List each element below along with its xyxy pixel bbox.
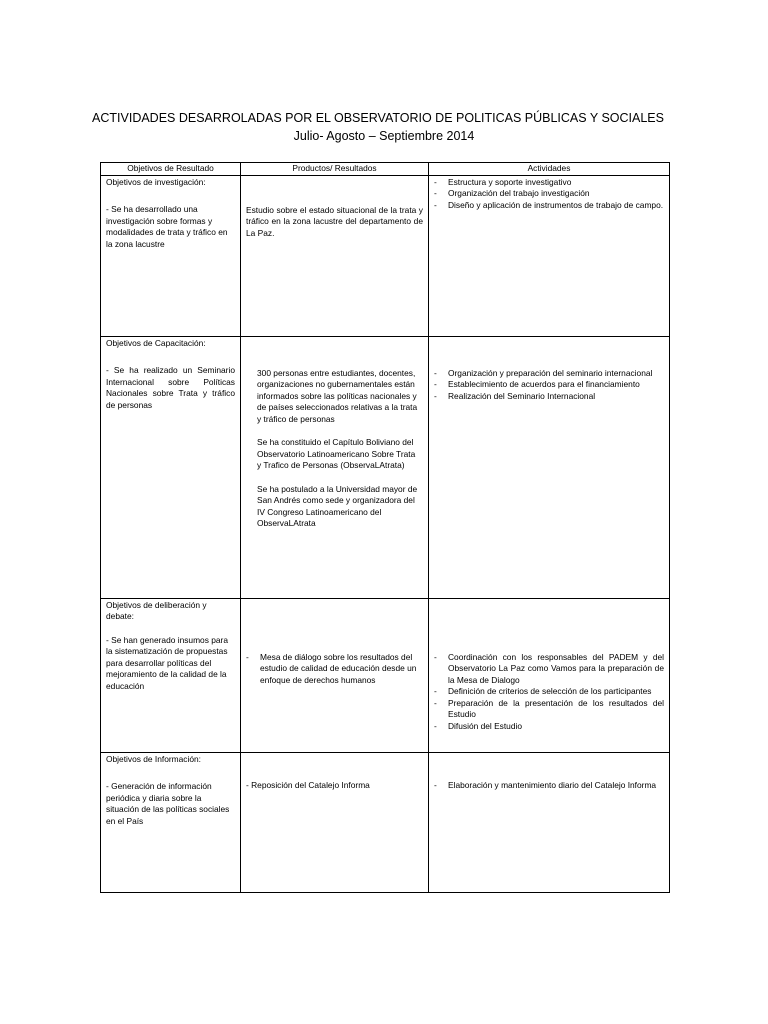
table-row — [101, 598, 670, 752]
activity-item: - Diseño y aplicación de instrumentos de trabajo de campo. — [434, 200, 664, 212]
product-item: Se ha constituido el Capítulo Boliviano del Observatorio Latinoamericano Sobre Trata y Trafico de Personas (ObservaLAtrata) — [257, 437, 416, 470]
document-subtitle: Julio- Agosto – Septiembre 2014 — [293, 129, 475, 143]
activity-item: - Estructura y soporte investigativo — [434, 177, 664, 189]
objective-heading: Objetivos de Información: — [106, 753, 201, 764]
objective-text: - Se ha desarrollado una investigación sobre formas y modalidades de trata y tráfico en la zona lacustre — [106, 204, 228, 249]
objective-cell — [101, 336, 241, 598]
activities-list — [434, 780, 664, 792]
activities-list — [434, 177, 664, 212]
objective-cell — [101, 598, 241, 752]
products-cell — [241, 336, 429, 598]
products-cell — [241, 598, 429, 752]
objective-text: - Generación de información periódica y diaria sobre la situación de las políticas sociales en el País — [106, 781, 230, 826]
header-actividades: Actividades — [429, 163, 670, 176]
objective-heading: Objetivos de deliberación y debate: — [106, 599, 207, 621]
objective-heading: Objetivos de investigación: — [106, 176, 206, 187]
activities-cell — [429, 336, 670, 598]
activity-item: - Elaboración y mantenimiento diario del Catalejo Informa — [434, 780, 664, 792]
objective-cell — [101, 752, 241, 892]
product-item: - Reposición del Catalejo Informa — [246, 779, 370, 790]
product-item: Se ha postulado a la Universidad mayor de San Andrés como sede y organizadora del IV Congreso Latinoamericano del ObservaLAtrata — [257, 483, 418, 528]
products-cell — [241, 752, 429, 892]
header-productos: Productos/ Resultados — [241, 163, 429, 176]
activity-item: - Definición de criterios de selección de los participantes — [434, 686, 664, 698]
product-item: Estudio sobre el estado situacional de la trata y tráfico en la zona lacustre del departamento de La Paz. — [246, 204, 423, 238]
objective-text: - Se han generado insumos para la sistematización de propuestas para desarrollar políticas del mejoramiento de la calidad de la educación — [106, 634, 228, 691]
activity-item: - Organización y preparación del seminario internacional — [434, 368, 664, 380]
activities-list — [434, 652, 664, 733]
activities-list — [434, 368, 664, 403]
activities-table — [100, 162, 670, 893]
document-title: ACTIVIDADES DESARROLADAS POR EL OBSERVATORIO DE POLITICAS PÚBLICAS Y SOCIALES — [92, 111, 664, 125]
products-cell — [241, 175, 429, 336]
objective-cell — [101, 175, 241, 336]
table-header-row — [101, 163, 670, 176]
objective-text: - Se ha realizado un Seminario Internacional sobre Políticas Nacionales sobre Trata y tráfico de personas — [106, 365, 235, 410]
activity-item: - Preparación de la presentación de los resultados del Estudio — [434, 698, 664, 721]
objective-heading: Objetivos de Capacitación: — [106, 337, 206, 348]
activities-cell — [429, 175, 670, 336]
activity-item: - Coordinación con los responsables del PADEM y del Observatorio La Paz como Vamos para la preparación de la Mesa de Dialogo — [434, 652, 664, 687]
products-list — [246, 652, 423, 687]
activity-item: - Organización del trabajo investigación — [434, 188, 664, 200]
activities-cell — [429, 752, 670, 892]
activity-item: - Realización del Seminario Internacional — [434, 391, 664, 403]
activities-cell — [429, 598, 670, 752]
product-item: - Mesa de diálogo sobre los resultados del estudio de calidad de educación desde un enfoque de derechos humanos — [246, 652, 423, 687]
activity-item: - Difusión del Estudio — [434, 721, 664, 733]
table-row — [101, 336, 670, 598]
header-objetivos: Objetivos de Resultado — [101, 163, 241, 176]
product-item: 300 personas entre estudiantes, docentes, organizaciones no gubernamentales están informados sobre las políticas nacionales y de países seleccionados relativas a la trata y tráfico de personas — [257, 367, 418, 424]
activity-item: - Establecimiento de acuerdos para el financiamiento — [434, 379, 664, 391]
table-row — [101, 752, 670, 892]
table-row — [101, 175, 670, 336]
